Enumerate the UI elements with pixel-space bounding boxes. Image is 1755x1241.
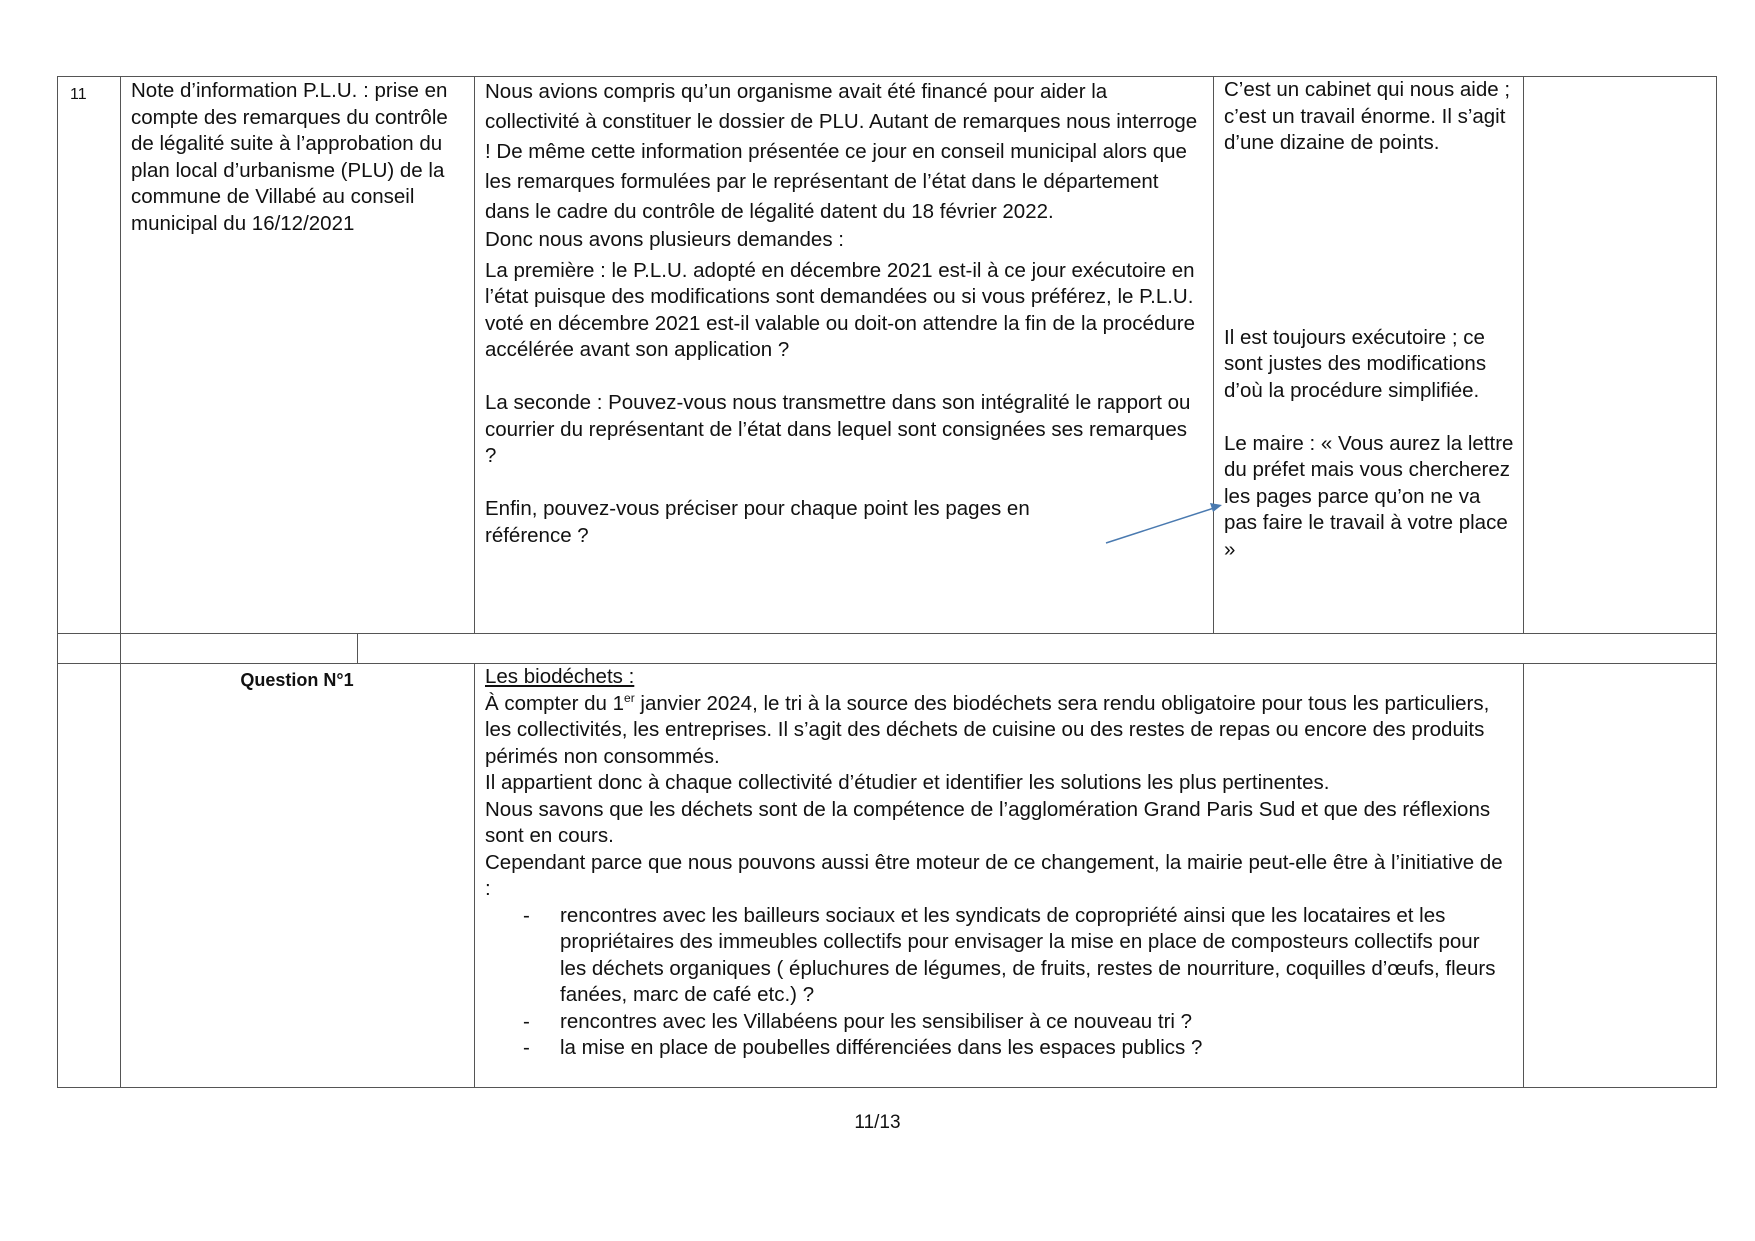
p1-superscript: er (624, 690, 635, 705)
question-intro: Nous avions compris qu’un organisme avait été financé pour aider la collectivité à constituer le dossier de PLU. Autant de remarques nous interroge ! De même cette information présentée ce jour en conseil municipal alors que les remarques formulées par le représentant de l’état dans le département dans le cadre du contrôle de légalité datent du 18 février 2022. (485, 80, 1198, 223)
row-number: 11 (70, 86, 87, 103)
answer-second: Il est toujours exécutoire ; ce sont justes des modifications d’où la procédure simplifiée. (1224, 325, 1487, 402)
question1-title: Les biodéchets : (485, 665, 635, 688)
list-item: - la mise en place de poubelles différenciées dans les espaces publics ? (485, 1035, 1510, 1062)
question1-list (485, 903, 1510, 1062)
question-second: La seconde : Pouvez-vous nous transmettre dans son intégralité le rapport ou courrier du représentant de l’état dans lequel sont consignées ses remarques ? (485, 391, 1191, 467)
list-item: - rencontres avec les bailleurs sociaux et les syndicats de copropriété ainsi que les locataires et les propriétaires des immeubles collectifs pour envisager la mise en place de composteurs collectifs pour les déchets organiques ( épluchures de légumes, de fruits, restes de nourriture, coquilles d’œufs, fleurs fanées, marc de café etc.) ? (485, 903, 1510, 1009)
p1-start: À compter du 1 (485, 691, 625, 715)
p1-rest: janvier 2024, le tri à la source des biodéchets sera rendu obligatoire pour tous les particuliers, les collectivités, les entreprises. Il s’agit des déchets de cuisine ou des restes de repas ou encore des produits périmés non consommés. (485, 691, 1490, 768)
question1-paragraph-4: Cependant parce que nous pouvons aussi être moteur de ce changement, la mairie peut-elle être à l’initiative de : (485, 850, 1503, 900)
question1-paragraph-1 (485, 691, 1510, 771)
page-number: 11/13 (854, 1112, 901, 1133)
question-label: Question N°1 (240, 670, 354, 690)
answer-first: C’est un cabinet qui nous aide ; c’est un travail énorme. Il s’agit d’une dizaine de points. (1224, 78, 1511, 154)
question1-paragraph-2: Il appartient donc à chaque collectivité d’étudier et identifier les solutions les plus pertinentes. (485, 771, 1330, 794)
question1-body (485, 664, 1510, 1062)
question-third: Enfin, pouvez-vous préciser pour chaque point les pages en référence ? (485, 497, 1030, 547)
list-item: - rencontres avec les Villabéens pour les sensibiliser à ce nouveau tri ? (485, 1009, 1510, 1036)
subject-text: Note d’information P.L.U. : prise en compte des remarques du contrôle de légalité suite à l’approbation du plan local d’urbanisme (PLU) de la commune de Villabé au conseil municipal du 16/12/2021 (131, 79, 448, 235)
question-lead: Donc nous avons plusieurs demandes : (485, 228, 844, 251)
answer-third: Le maire : « Vous aurez la lettre du préfet mais vous chercherez les pages parce qu’on ne va pas faire le travail à votre place » (1224, 431, 1514, 561)
question-first: La première : le P.L.U. adopté en décembre 2021 est-il à ce jour exécutoire en l’état puisque des modifications sont demandées ou si vous préférez, le P.L.U. voté en décembre 2021 est-il valable ou doit-on attendre la fin de la procédure accélérée avant son application ? (485, 258, 1195, 361)
question1-paragraph-3: Nous savons que les déchets sont de la compétence de l’agglomération Grand Paris Sud et que des réflexions sont en cours. (485, 797, 1491, 847)
